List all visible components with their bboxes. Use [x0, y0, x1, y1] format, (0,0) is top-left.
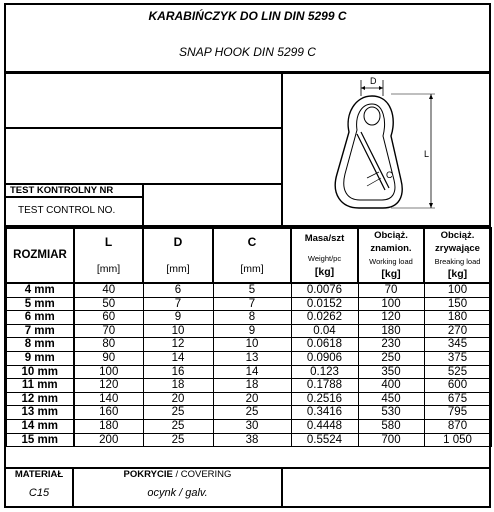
cell-L: 40: [74, 283, 143, 297]
col-L-label: L: [104, 234, 113, 249]
table-row: [6, 406, 491, 420]
cell-L: 180: [74, 419, 143, 433]
title-polish: KARABIŃCZYK DO LIN DIN 5299 C: [148, 9, 347, 23]
cell-breaking-load: 795: [424, 406, 491, 420]
test-control-value-box: [142, 183, 283, 227]
table-header-row: [6, 228, 491, 283]
cell-breaking-load: 600: [424, 379, 491, 393]
cell-L: 80: [74, 338, 143, 352]
cell-size: 13 mm: [6, 406, 74, 420]
table-row: [6, 351, 491, 365]
cell-breaking-load: 100: [424, 283, 491, 297]
col-mass-label-en: Weight/pc: [307, 254, 342, 264]
col-break-label-1: Obciąż.: [440, 230, 475, 242]
cell-C: 5: [213, 283, 291, 297]
col-D-label: D: [173, 234, 183, 249]
table-row: [6, 297, 491, 311]
table-row: [6, 419, 491, 433]
cell-C: 18: [213, 379, 291, 393]
cell-breaking-load: 525: [424, 365, 491, 379]
cell-C: 25: [213, 406, 291, 420]
cell-working-load: 180: [358, 324, 424, 338]
table-row: [6, 324, 491, 338]
col-work-unit: [kg]: [381, 268, 401, 281]
cell-breaking-load: 180: [424, 311, 491, 325]
cell-size: 5 mm: [6, 297, 74, 311]
table-row: [6, 283, 491, 297]
material-value: C15: [28, 487, 50, 499]
cell-D: 9: [143, 311, 213, 325]
col-work-label-1: Obciąż.: [374, 230, 408, 242]
cell-L: 140: [74, 392, 143, 406]
cell-working-load: 530: [358, 406, 424, 420]
cell-C: 9: [213, 324, 291, 338]
cell-mass: 0.04: [291, 324, 358, 338]
cell-size: 7 mm: [6, 324, 74, 338]
cell-D: 12: [143, 338, 213, 352]
col-break-label-en: Breaking load: [434, 256, 481, 266]
cell-breaking-load: 870: [424, 419, 491, 433]
cell-mass: 0.2516: [291, 392, 358, 406]
col-work-label-en: Working load: [369, 256, 413, 266]
cell-mass: 0.3416: [291, 406, 358, 420]
table-row: [6, 338, 491, 352]
cell-L: 120: [74, 379, 143, 393]
cell-L: 60: [74, 311, 143, 325]
cell-working-load: 580: [358, 419, 424, 433]
cell-working-load: 250: [358, 351, 424, 365]
cell-mass: 0.0152: [291, 297, 358, 311]
cell-C: 14: [213, 365, 291, 379]
cell-mass: 0.0076: [291, 283, 358, 297]
cell-size: 9 mm: [6, 351, 74, 365]
cell-L: 50: [74, 297, 143, 311]
col-L-unit: [mm]: [96, 262, 121, 275]
cell-mass: 0.0262: [291, 311, 358, 325]
col-mass-label: Masa/szt: [304, 232, 345, 244]
cell-breaking-load: 1 050: [424, 433, 491, 447]
coating-value: ocynk / galv.: [147, 487, 208, 499]
col-C-label: C: [247, 234, 257, 249]
cell-D: 25: [143, 419, 213, 433]
cell-breaking-load: 345: [424, 338, 491, 352]
cell-D: 7: [143, 297, 213, 311]
cell-working-load: 70: [358, 283, 424, 297]
cell-mass: 0.5524: [291, 433, 358, 447]
table-row: [6, 433, 491, 447]
cell-D: 14: [143, 351, 213, 365]
col-D-header: [143, 228, 213, 283]
cell-mass: 0.4448: [291, 419, 358, 433]
col-break-label-2: zrywające: [435, 242, 480, 254]
cell-L: 160: [74, 406, 143, 420]
cell-mass: 0.0906: [291, 351, 358, 365]
cell-D: 20: [143, 392, 213, 406]
cell-size: 6 mm: [6, 311, 74, 325]
table-row: [6, 392, 491, 406]
cell-D: 6: [143, 283, 213, 297]
cell-working-load: 350: [358, 365, 424, 379]
cell-mass: 0.0618: [291, 338, 358, 352]
cell-breaking-load: 375: [424, 351, 491, 365]
col-L-header: [74, 228, 143, 283]
cell-working-load: 700: [358, 433, 424, 447]
cell-working-load: 230: [358, 338, 424, 352]
col-mass-header: [291, 228, 358, 283]
cell-size: 10 mm: [6, 365, 74, 379]
cell-size: 11 mm: [6, 379, 74, 393]
cell-L: 90: [74, 351, 143, 365]
col-work-label-2: znamion.: [370, 242, 412, 254]
info-box-1: [4, 72, 283, 129]
material-label: MATERIAŁ: [14, 469, 64, 480]
test-control-label-en: TEST CONTROL NO.: [18, 205, 116, 216]
cell-working-load: 120: [358, 311, 424, 325]
cell-D: 25: [143, 406, 213, 420]
col-work-header: [358, 228, 424, 283]
cell-breaking-load: 675: [424, 392, 491, 406]
col-size-header: ROZMIAR: [6, 228, 74, 283]
cell-C: 20: [213, 392, 291, 406]
spec-table-body: [6, 283, 491, 447]
title-english: SNAP HOOK DIN 5299 C: [179, 45, 316, 59]
cell-L: 70: [74, 324, 143, 338]
coating-label-en: COVERING: [180, 469, 232, 480]
cell-size: 15 mm: [6, 433, 74, 447]
cell-D: 18: [143, 379, 213, 393]
cell-C: 30: [213, 419, 291, 433]
snap-hook-diagram: [283, 74, 489, 225]
cell-size: 4 mm: [6, 283, 74, 297]
cell-size: 8 mm: [6, 338, 74, 352]
cell-C: 38: [213, 433, 291, 447]
cell-L: 100: [74, 365, 143, 379]
cell-C: 13: [213, 351, 291, 365]
col-break-unit: [kg]: [447, 268, 468, 281]
col-break-header: [424, 228, 491, 283]
footer-empty-box: [281, 467, 491, 508]
cell-C: 7: [213, 297, 291, 311]
test-control-label: TEST KONTROLNY NR: [10, 185, 114, 196]
cell-working-load: 100: [358, 297, 424, 311]
cell-size: 12 mm: [6, 392, 74, 406]
cell-working-load: 400: [358, 379, 424, 393]
coating-label-pl: POKRYCIE: [123, 469, 173, 480]
table-row: [6, 311, 491, 325]
cell-C: 10: [213, 338, 291, 352]
cell-D: 10: [143, 324, 213, 338]
cell-breaking-load: 270: [424, 324, 491, 338]
cell-mass: 0.1788: [291, 379, 358, 393]
col-C-header: [213, 228, 291, 283]
spec-table: [5, 227, 492, 447]
cell-size: 14 mm: [6, 419, 74, 433]
col-mass-unit: [kg]: [314, 265, 335, 278]
cell-breaking-load: 150: [424, 297, 491, 311]
cell-L: 200: [74, 433, 143, 447]
col-D-unit: [mm]: [166, 262, 190, 275]
coating-label: [72, 469, 283, 480]
diagram-label-L: L: [424, 149, 430, 159]
coating-label-sep: /: [172, 469, 181, 480]
diagram-label-C: C: [386, 170, 393, 180]
cell-D: 25: [143, 433, 213, 447]
col-C-unit: [mm]: [240, 262, 264, 275]
cell-mass: 0.123: [291, 365, 358, 379]
cell-C: 8: [213, 311, 291, 325]
info-box-2: [4, 127, 283, 185]
table-row: [6, 379, 491, 393]
cell-working-load: 450: [358, 392, 424, 406]
cell-D: 16: [143, 365, 213, 379]
diagram-label-D: D: [370, 76, 377, 86]
table-row: [6, 365, 491, 379]
